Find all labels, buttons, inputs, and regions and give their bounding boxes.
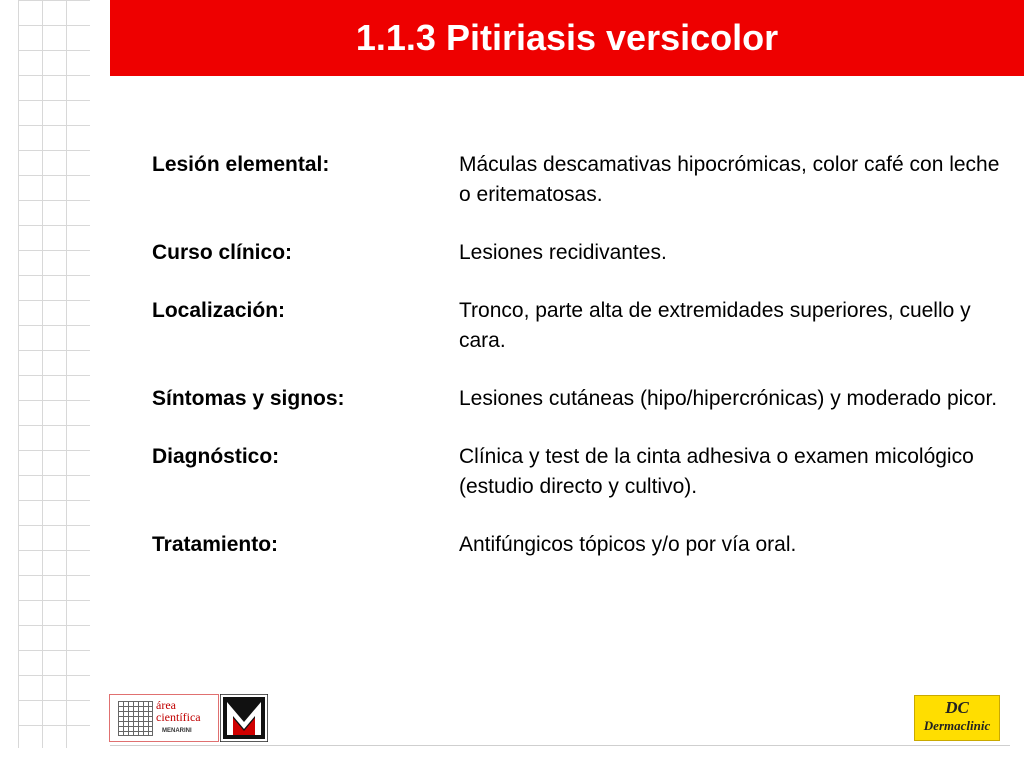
row-label: Lesión elemental: bbox=[152, 153, 330, 176]
row-sintomas bbox=[152, 384, 1002, 414]
row-curso bbox=[152, 238, 1002, 268]
title-bar bbox=[110, 0, 1024, 76]
dc-mark: DC bbox=[945, 698, 969, 717]
row-diagnostico bbox=[152, 442, 1002, 502]
area-cientifica-logo bbox=[109, 694, 219, 742]
row-value: Clínica y test de la cinta adhesiva o examen micológico (estudio directo y cultivo). bbox=[459, 445, 974, 498]
logo-subtext: MENARINI bbox=[162, 728, 192, 734]
row-label: Tratamiento: bbox=[152, 533, 279, 556]
dermaclinic-logo bbox=[914, 695, 1000, 741]
row-lesion bbox=[152, 150, 1002, 210]
row-label: Síntomas y signos: bbox=[152, 387, 345, 410]
row-value: Lesiones recidivantes. bbox=[459, 241, 667, 264]
row-value: Máculas descamativas hipocrómicas, color café con leche o eritematosas. bbox=[459, 153, 1000, 206]
left-grid-decoration bbox=[18, 0, 91, 748]
content-table bbox=[152, 150, 1002, 588]
row-value: Lesiones cutáneas (hipo/hipercrónicas) y moderado picor. bbox=[459, 387, 998, 410]
row-label: Curso clínico: bbox=[152, 241, 293, 264]
grid-logo-icon bbox=[118, 701, 153, 736]
row-tratamiento bbox=[152, 530, 1002, 560]
logo-text-line2: científica bbox=[156, 710, 201, 724]
row-localizacion bbox=[152, 296, 1002, 356]
row-label: Localización: bbox=[152, 299, 286, 322]
row-value: Antifúngicos tópicos y/o por vía oral. bbox=[459, 533, 797, 556]
menarini-m-logo-icon bbox=[220, 694, 268, 742]
dc-name: Dermaclinic bbox=[923, 718, 991, 733]
row-label: Diagnóstico: bbox=[152, 445, 280, 468]
logo-text-line1: área bbox=[156, 698, 176, 712]
slide-title: 1.1.3 Pitiriasis versicolor bbox=[355, 17, 779, 58]
footer-divider bbox=[110, 745, 1010, 746]
row-value: Tronco, parte alta de extremidades superiores, cuello y cara. bbox=[459, 299, 971, 352]
